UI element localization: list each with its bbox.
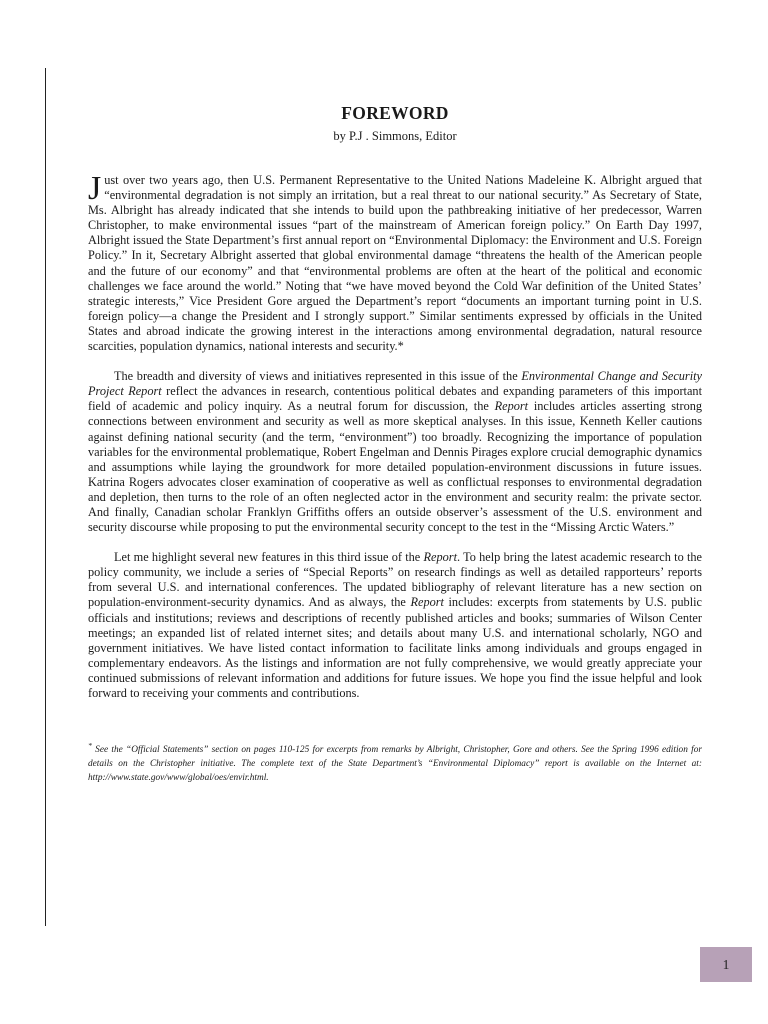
report-italic: Report <box>423 550 457 565</box>
report-italic: Report <box>494 399 529 414</box>
page-number: 1 <box>722 956 730 972</box>
page-title: FOREWORD <box>341 103 449 123</box>
footnote <box>88 739 702 785</box>
left-margin-rule <box>45 68 46 926</box>
paragraph-2-text-a: The breadth and diversity of views and initiatives represented in this issue of the <box>114 369 522 384</box>
paragraph-2-text-b: reflect the advances in research, contentious political debates and expanding parameters of this important field of academic and policy inquiry. As a neutral forum for discussion, the <box>88 384 703 414</box>
paragraph-3-text-c: includes: excerpts from statements by U.S. public officials and institutions; reviews and descriptions of recently published articles and books; summaries of Wilson Center meetings; an expanded list of related internet sites; and details about many U.S. and international scholarly, NGO and government initiatives. We have listed contact information to facilitate links among individuals and groups engaged in complementary endeavors. As the listings and information are not fully comprehensive, we would greatly appreciate your continued submissions of relevant information and additions for future issues. We hope you find the issue helpful and look forward to receiving your comments and contributions. <box>88 595 702 700</box>
drop-cap: J <box>88 170 102 207</box>
paragraph-2 <box>88 369 702 535</box>
paragraph-3-text-b: . To help bring the latest academic research to the policy community, we include a series of “Special Reports” on research findings as well as detailed rapporteurs’ reports from several U.S. and international conferences. The updated bibliography of relevant literature has a new section on population-environment-security dynamics. And as always, the <box>88 550 702 610</box>
foreword-article <box>88 103 702 795</box>
report-italic: Report <box>410 595 444 610</box>
footnote-marker: * <box>88 741 92 751</box>
report-title-italic: Environmental Change and Security Project Report <box>88 369 702 399</box>
paragraph-1-text: ust over two years ago, then U.S. Permanent Representative to the United Nations Madeleine K. Albright argued that “environmental degradation is not simply an irritation, but a real threat to our national security.” As Secretary of State, Ms. Albright has already indicated that she intends to build upon the pathbreaking initiative of her predecessor, Warren Christopher, to make environmental issues “part of the mainstream of American foreign policy.” On Earth Day 1997, Albright issued the State Department’s first annual report on “Environmental Diplomacy: the Environment and U.S. Foreign Policy.” In it, Secretary Albright asserted that global environmental damage “threatens the health of the American people and the future of our economy” and that “environmental problems are often at the heart of the political and economic challenges we face around the world.” Noting that “we have moved beyond the Cold War definition of the United States’ strategic interests,” Vice President Gore argued the Department’s report “documents an important turning point in U.S. foreign policy—a change the President and I strongly support.” Similar sentiments expressed by officials in the United States and abroad indicate the growing interest in the interactions among environmental degradation, natural resource scarcities, population dynamics, national interests and security.* <box>88 173 702 354</box>
paragraph-3-text-a: Let me highlight several new features in this third issue of the <box>114 550 424 565</box>
paragraph-3 <box>88 550 702 701</box>
page-number-tab <box>700 947 752 982</box>
paragraph-1 <box>88 170 702 354</box>
byline: by P.J . Simmons, Editor <box>333 129 457 143</box>
paragraph-2-text-c: includes articles asserting strong connections between environment and security as well as more skeptical analyses. In this issue, Kenneth Keller cautions against defining national security (and the term, “environment”) too broadly. Recognizing the importance of population variables for the environmental problematique, Robert Engelman and Dennis Pirages explore crucial demographic dynamics and assumptions while laying the groundwork for more detailed population-environment discussions in future issues. Katrina Rogers advocates closer examination of cooperative as well as conflictual responses to environmental degradation and depletion, then turns to the role of an often neglected actor in the environment and security realm: the private sector. And finally, Canadian scholar Franklyn Griffiths offers an outside observer’s assessment of the U.S. environment and security discourse while proposing to put the environmental security concept to the test in the “Missing Arctic Waters.” <box>88 399 703 535</box>
footnote-text: See the “Official Statements” section on pages 110-125 for excerpts from remarks by Albright, Christopher, Gore and others. See the Spring 1996 edition for details on the Christopher initiative. The complete text of the State Department’s “Environmental Diplomacy” report is available on the Internet at: http://www.state.gov/www/global/oes/envir.html. <box>88 745 702 783</box>
